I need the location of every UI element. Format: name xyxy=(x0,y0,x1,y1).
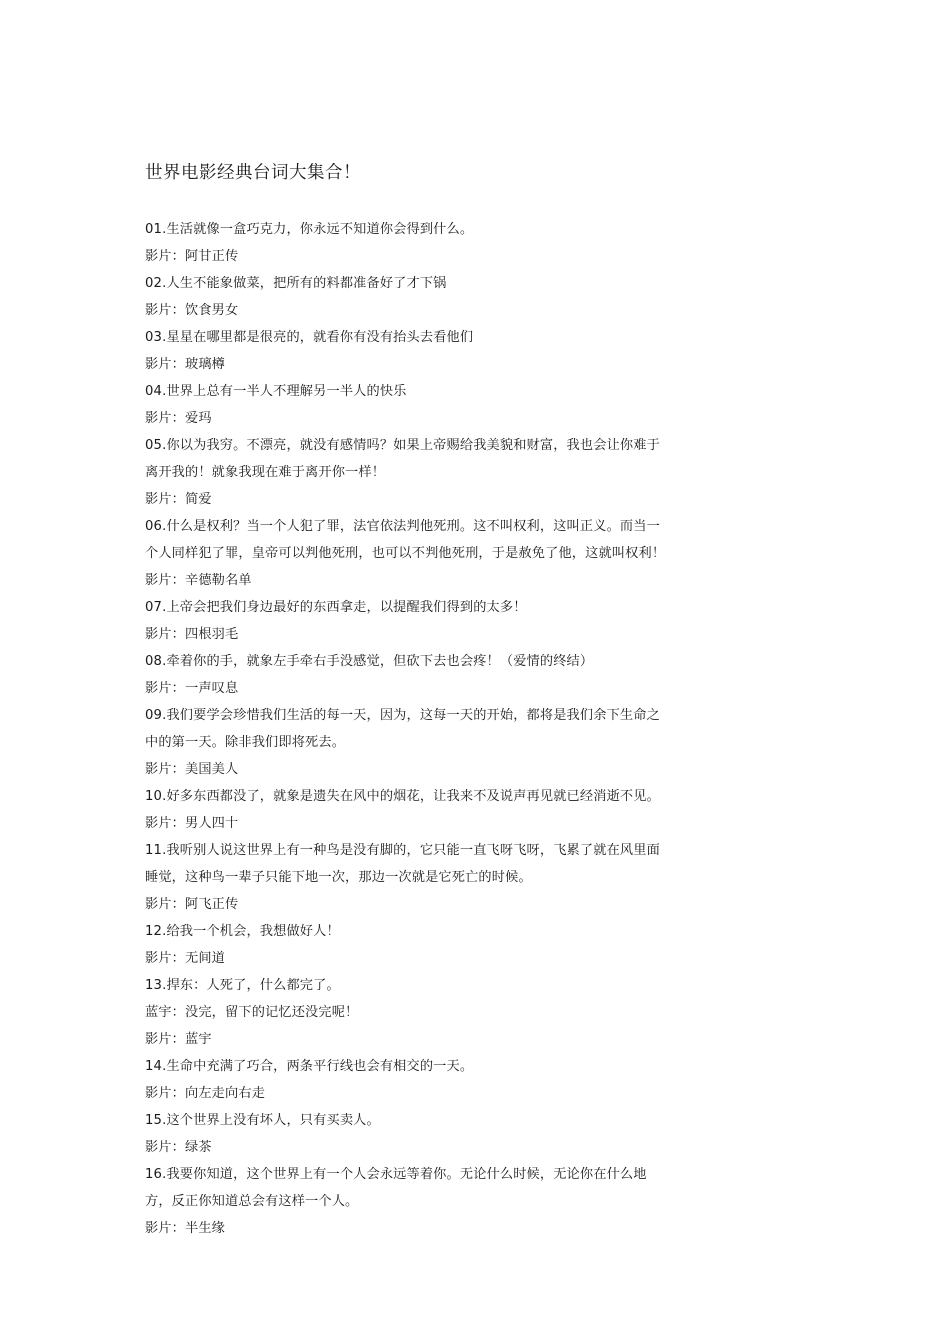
film-source: 影片：辛德勒名单 xyxy=(145,573,252,588)
quote-number: 04. xyxy=(145,384,167,399)
list-item xyxy=(145,324,725,378)
list-item xyxy=(145,513,725,594)
quote-line xyxy=(145,837,725,864)
list-item xyxy=(145,1053,725,1107)
film-source: 影片：无间道 xyxy=(145,951,226,966)
quote-line xyxy=(145,324,725,351)
quote-line xyxy=(145,594,725,621)
quote-line xyxy=(145,783,725,810)
quote-line xyxy=(145,999,725,1026)
quote-text: 生活就像一盒巧克力，你永远不知道你会得到什么。 xyxy=(166,222,474,237)
quote-line xyxy=(145,432,725,459)
quote-line xyxy=(145,540,725,567)
quote-line xyxy=(145,972,725,999)
film-source: 影片：玻璃樽 xyxy=(145,357,226,372)
quote-line xyxy=(145,513,725,540)
quote-number: 16. xyxy=(145,1167,167,1182)
quote-text: 好多东西都没了，就象是遗失在风中的烟花，让我来不及说声再见就已经消逝不见。 xyxy=(166,789,660,804)
film-source: 影片：阿飞正传 xyxy=(145,897,239,912)
quote-text: 离开我的！就象我现在难于离开你一样！ xyxy=(145,465,386,480)
quote-text: 个人同样犯了罪，皇帝可以判他死刑，也可以不判他死刑，于是赦免了他，这就叫权利！ xyxy=(145,546,666,561)
film-source: 影片：蓝宇 xyxy=(145,1032,212,1047)
list-item xyxy=(145,702,725,783)
list-item xyxy=(145,216,725,270)
quote-line xyxy=(145,1053,725,1080)
quote-line xyxy=(145,1107,725,1134)
film-source: 影片：男人四十 xyxy=(145,816,239,831)
quote-line xyxy=(145,1188,725,1215)
film-source: 影片：美国美人 xyxy=(145,762,239,777)
quote-line xyxy=(145,729,725,756)
film-source: 影片：一声叹息 xyxy=(145,681,239,696)
quote-number: 06. xyxy=(145,519,167,534)
film-source: 影片：爱玛 xyxy=(145,411,212,426)
list-item xyxy=(145,648,725,702)
quote-number: 12. xyxy=(145,924,167,939)
quote-text: 中的第一天。除非我们即将死去。 xyxy=(145,735,346,750)
quote-text: 牵着你的手，就象左手牵右手没感觉，但砍下去也会疼！（爱情的终结） xyxy=(166,654,594,669)
list-item xyxy=(145,1161,725,1242)
quote-number: 01. xyxy=(145,222,167,237)
quote-text: 我们要学会珍惜我们生活的每一天，因为，这每一天的开始，都将是我们余下生命之 xyxy=(166,708,660,723)
quote-number: 05. xyxy=(145,438,167,453)
quote-text: 蓝宇：没完，留下的记忆还没完呢！ xyxy=(145,1005,359,1020)
quote-text: 人生不能象做菜，把所有的料都准备好了才下锅 xyxy=(166,276,447,291)
quote-number: 03. xyxy=(145,330,167,345)
quote-number: 08. xyxy=(145,654,167,669)
quote-line xyxy=(145,702,725,729)
list-item xyxy=(145,378,725,432)
quote-number: 11. xyxy=(145,843,167,858)
document-body xyxy=(145,160,725,1242)
quote-line xyxy=(145,216,725,243)
quote-text: 我要你知道，这个世界上有一个人会永远等着你。无论什么时候，无论你在什么地 xyxy=(166,1167,647,1182)
film-source: 影片：绿茶 xyxy=(145,1140,212,1155)
quote-line xyxy=(145,270,725,297)
quote-text: 睡觉，这种鸟一辈子只能下地一次，那边一次就是它死亡的时候。 xyxy=(145,870,532,885)
quote-text: 上帝会把我们身边最好的东西拿走，以提醒我们得到的太多！ xyxy=(166,600,527,615)
list-item xyxy=(145,918,725,972)
quote-text: 世界上总有一半人不理解另一半人的快乐 xyxy=(166,384,407,399)
quote-number: 14. xyxy=(145,1059,167,1074)
list-item xyxy=(145,972,725,1053)
quote-line xyxy=(145,1161,725,1188)
quote-text: 给我一个机会，我想做好人！ xyxy=(166,924,340,939)
list-item xyxy=(145,432,725,513)
film-source: 影片：半生缘 xyxy=(145,1221,226,1236)
quote-line xyxy=(145,648,725,675)
quote-number: 13. xyxy=(145,978,167,993)
quote-text: 捍东：人死了，什么都完了。 xyxy=(166,978,340,993)
page-title: 世界电影经典台词大集合！ xyxy=(145,163,361,183)
quote-number: 09. xyxy=(145,708,167,723)
quote-line xyxy=(145,378,725,405)
quote-text: 我听别人说这世界上有一种鸟是没有脚的，它只能一直飞呀飞呀，飞累了就在风里面 xyxy=(166,843,660,858)
list-item xyxy=(145,1107,725,1161)
quote-number: 02. xyxy=(145,276,167,291)
film-source: 影片：饮食男女 xyxy=(145,303,239,318)
film-source: 影片：向左走向右走 xyxy=(145,1086,266,1101)
list-item xyxy=(145,783,725,837)
film-source: 影片：简爱 xyxy=(145,492,212,507)
quote-text: 生命中充满了巧合，两条平行线也会有相交的一天。 xyxy=(166,1059,474,1074)
film-source: 影片：四根羽毛 xyxy=(145,627,239,642)
quote-number: 15. xyxy=(145,1113,167,1128)
quote-number: 07. xyxy=(145,600,167,615)
film-source: 影片：阿甘正传 xyxy=(145,249,239,264)
list-item xyxy=(145,594,725,648)
quote-line xyxy=(145,864,725,891)
quote-line xyxy=(145,459,725,486)
quote-number: 10. xyxy=(145,789,167,804)
quote-text: 什么是权利？当一个人犯了罪，法官依法判他死刑。这不叫权利，这叫正义。而当一 xyxy=(166,519,660,534)
quote-text: 你以为我穷。不漂亮，就没有感情吗？如果上帝赐给我美貌和财富，我也会让你难于 xyxy=(166,438,660,453)
list-item xyxy=(145,270,725,324)
quote-text: 这个世界上没有坏人，只有买卖人。 xyxy=(166,1113,380,1128)
list-item xyxy=(145,837,725,918)
quote-text: 星星在哪里都是很亮的，就看你有没有抬头去看他们 xyxy=(166,330,474,345)
quote-line xyxy=(145,918,725,945)
quote-text: 方，反正你知道总会有这样一个人。 xyxy=(145,1194,359,1209)
quote-list xyxy=(145,216,725,1242)
